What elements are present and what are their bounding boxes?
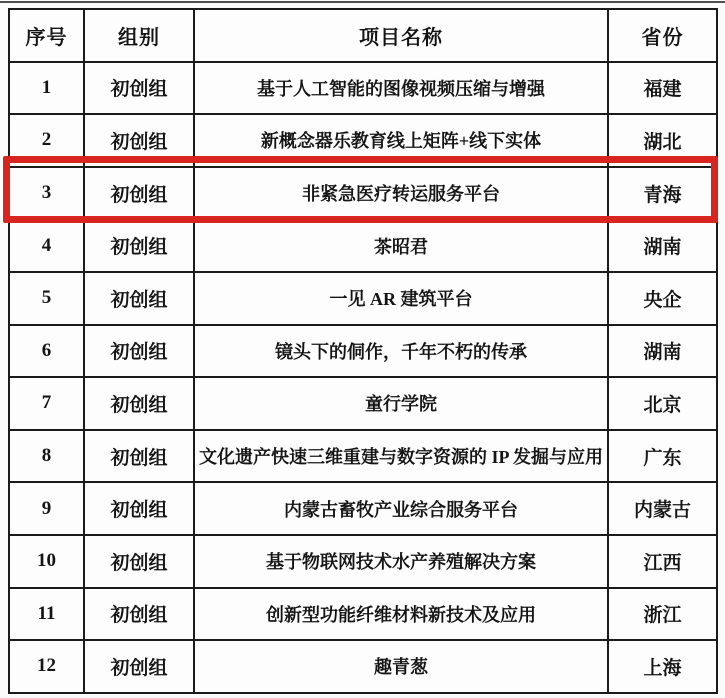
serial-cell: 11 xyxy=(9,588,84,641)
table-row xyxy=(9,535,717,588)
project-cell: 非紧急医疗转运服务平台 xyxy=(194,167,608,220)
group-cell: 初创组 xyxy=(84,219,194,272)
table-row xyxy=(9,219,717,272)
project-cell: 文化遗产快速三维重建与数字资源的 IP 发掘与应用 xyxy=(194,430,608,483)
province-cell: 青海 xyxy=(608,167,717,220)
project-cell: 内蒙古畜牧产业综合服务平台 xyxy=(194,482,608,535)
group-cell: 初创组 xyxy=(84,114,194,167)
crop-edge-line xyxy=(0,1,725,3)
group-cell: 初创组 xyxy=(84,272,194,325)
serial-cell: 8 xyxy=(9,430,84,483)
province-cell: 浙江 xyxy=(608,588,717,641)
province-cell: 湖南 xyxy=(608,325,717,378)
serial-cell: 6 xyxy=(9,325,84,378)
table-row-highlighted xyxy=(9,167,717,220)
serial-cell: 1 xyxy=(9,62,84,115)
table-row xyxy=(9,114,717,167)
serial-cell: 12 xyxy=(9,640,84,693)
group-cell: 初创组 xyxy=(84,62,194,115)
project-cell: 童行学院 xyxy=(194,377,608,430)
serial-cell: 9 xyxy=(9,482,84,535)
group-cell: 初创组 xyxy=(84,167,194,220)
table-row xyxy=(9,62,717,115)
group-cell: 初创组 xyxy=(84,588,194,641)
table-row xyxy=(9,640,717,693)
header-project-name: 项目名称 xyxy=(194,9,608,62)
table-body xyxy=(9,62,717,693)
group-cell: 初创组 xyxy=(84,377,194,430)
serial-cell: 5 xyxy=(9,272,84,325)
group-cell: 初创组 xyxy=(84,430,194,483)
province-cell: 湖南 xyxy=(608,219,717,272)
header-province: 省份 xyxy=(608,9,717,62)
project-cell: 茶昭君 xyxy=(194,219,608,272)
group-cell: 初创组 xyxy=(84,325,194,378)
table-row xyxy=(9,272,717,325)
group-cell: 初创组 xyxy=(84,640,194,693)
project-cell: 镜头下的侗作，千年不朽的传承 xyxy=(194,325,608,378)
table-header xyxy=(9,9,717,62)
serial-cell: 4 xyxy=(9,219,84,272)
province-cell: 江西 xyxy=(608,535,717,588)
header-group: 组别 xyxy=(84,9,194,62)
serial-cell: 3 xyxy=(9,167,84,220)
project-cell: 一见 AR 建筑平台 xyxy=(194,272,608,325)
table-row xyxy=(9,482,717,535)
table-row xyxy=(9,588,717,641)
province-cell: 北京 xyxy=(608,377,717,430)
table-row xyxy=(9,377,717,430)
province-cell: 内蒙古 xyxy=(608,482,717,535)
table-header-row xyxy=(9,9,717,62)
province-cell: 上海 xyxy=(608,640,717,693)
serial-cell: 7 xyxy=(9,377,84,430)
project-ranking-table xyxy=(8,8,718,694)
header-serial: 序号 xyxy=(9,9,84,62)
province-cell: 福建 xyxy=(608,62,717,115)
project-cell: 基于物联网技术水产养殖解决方案 xyxy=(194,535,608,588)
project-cell: 趣青葱 xyxy=(194,640,608,693)
table-row xyxy=(9,430,717,483)
serial-cell: 10 xyxy=(9,535,84,588)
group-cell: 初创组 xyxy=(84,482,194,535)
project-cell: 创新型功能纤维材料新技术及应用 xyxy=(194,588,608,641)
serial-cell: 2 xyxy=(9,114,84,167)
province-cell: 央企 xyxy=(608,272,717,325)
province-cell: 湖北 xyxy=(608,114,717,167)
group-cell: 初创组 xyxy=(84,535,194,588)
project-cell: 新概念器乐教育线上矩阵+线下实体 xyxy=(194,114,608,167)
province-cell: 广东 xyxy=(608,430,717,483)
project-cell: 基于人工智能的图像视频压缩与增强 xyxy=(194,62,608,115)
table-row xyxy=(9,325,717,378)
